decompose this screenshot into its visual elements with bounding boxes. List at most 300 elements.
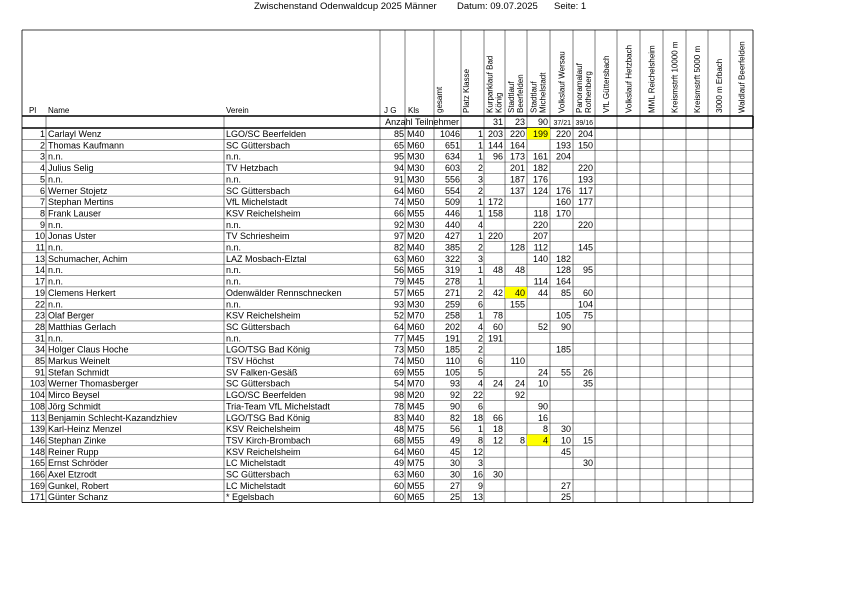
row-race-points: 30 [560,424,571,435]
row-pl: 166 [29,469,45,480]
table-row [40,174,593,184]
row-race-points: 8 [519,435,525,446]
row-verein: TSV Kirch-Brombach [226,435,311,446]
header-kls: Kls [408,106,420,115]
row-pl: 165 [29,458,45,469]
row-platz-klasse: 1 [477,151,483,162]
table-header [29,41,747,127]
row-race-points: 10 [537,378,548,389]
table-row [35,231,548,241]
row-gesamt: 259 [444,299,460,310]
row-pl: 139 [29,424,45,435]
row-kls: M30 [407,219,425,230]
row-name: n.n. [48,174,64,185]
row-race-points: 161 [532,151,548,162]
table-row [35,254,571,264]
row-jg: 54 [393,378,404,389]
row-race-points: 182 [532,163,548,174]
table-row [40,163,593,173]
row-platz-klasse: 3 [477,458,483,469]
row-race-points: 40 [514,287,525,298]
table-body [30,128,593,502]
row-jg: 98 [393,390,404,401]
row-race-points: 60 [582,287,593,298]
row-jg: 60 [393,480,404,491]
row-race-points: 24 [514,378,525,389]
table-row [30,379,593,389]
table-row [36,243,593,253]
row-gesamt: 556 [444,174,460,185]
row-pl: 23 [34,310,45,321]
row-race-points: 90 [537,401,548,412]
row-platz-klasse: 1 [477,208,483,219]
row-pl: 9 [39,219,45,230]
row-race-points: 182 [555,253,571,264]
row-gesamt: 27 [449,480,460,491]
row-name: Olaf Berger [48,310,95,321]
header-verein: Verein [226,106,249,115]
row-race-points: 25 [560,492,571,503]
row-jg: 77 [393,333,404,344]
row-jg: 85 [393,129,404,139]
row-name: Günter Schanz [48,492,109,503]
header-race: Volkslauf Hetzbach [624,44,634,113]
row-kls: M45 [407,276,425,287]
row-name: Matthias Gerlach [48,321,117,332]
row-jg: 93 [393,299,404,310]
row-pl: 3 [39,151,45,162]
row-verein: VfL Michelstadt [226,197,288,208]
table-row [40,208,571,218]
row-gesamt: 509 [444,197,460,208]
row-pl: 148 [29,446,45,457]
row-gesamt: 427 [444,231,460,242]
row-jg: 82 [393,242,404,253]
row-pl: 8 [39,208,45,219]
row-gesamt: 49 [449,435,460,446]
table-row [35,345,571,355]
row-verein: n.n. [226,219,242,230]
row-pl: 146 [29,435,45,446]
row-name: Reiner Rupp [48,446,99,457]
row-verein: SC Güttersbach [226,469,291,480]
row-jg: 78 [393,401,404,412]
row-jg: 91 [393,174,404,185]
header-race: Kreismstrft 5000 m [693,45,702,113]
row-race-points: 90 [560,321,571,332]
row-pl: 11 [35,242,45,253]
row-name: n.n. [48,265,64,276]
row-verein: n.n. [226,151,242,162]
row-pl: 108 [29,401,45,412]
row-race-points: 177 [577,197,593,208]
row-race-points: 24 [537,367,548,378]
row-gesamt: 634 [444,151,460,162]
row-name: Schumacher, Achim [48,253,128,264]
row-race-points: 16 [537,412,548,423]
row-race-points: 30 [582,458,593,469]
table-row [40,129,593,139]
row-pl: 22 [34,299,45,310]
table-row [35,333,503,343]
row-race-points: 66 [492,412,503,423]
row-name: Stefan Schmidt [48,367,110,378]
row-platz-klasse: 1 [477,276,483,287]
row-jg: 64 [393,446,404,457]
row-platz-klasse: 1 [477,310,483,321]
table-row [35,277,571,287]
row-platz-klasse: 5 [477,367,483,378]
row-gesamt: 385 [444,242,460,253]
row-race-points: 27 [560,480,571,491]
row-kls: M45 [407,333,425,344]
row-name: Clemens Herkert [48,287,116,298]
row-gesamt: 271 [444,287,460,298]
row-jg: 95 [393,151,404,162]
header-race: StadtlaufBeerfelden [507,74,525,113]
row-verein: LAZ Mosbach-Elztal [226,253,307,264]
row-name: Stephan Mertins [48,197,114,208]
row-race-points: 199 [532,129,548,139]
row-name: Thomas Kaufmann [48,140,125,151]
row-kls: M45 [407,401,425,412]
row-verein: SC Güttersbach [226,140,291,151]
table-row [30,424,571,434]
row-race-points: 26 [582,367,593,378]
row-kls: M65 [407,492,425,503]
row-gesamt: 1046 [439,129,460,139]
row-platz-klasse: 6 [477,299,483,310]
row-name: n.n. [48,299,64,310]
row-race-points: 176 [532,174,548,185]
row-race-points: 193 [555,140,571,151]
page-label: Seite: 1 [554,1,587,12]
row-platz-klasse: 12 [472,446,483,457]
row-race-points: 24 [492,378,503,389]
row-race-points: 75 [582,310,593,321]
row-platz-klasse: 9 [477,480,483,491]
row-race-points: 220 [532,219,548,230]
row-platz-klasse: 8 [477,435,483,446]
row-pl: 169 [29,480,45,491]
row-verein: Tria-Team VfL Michelstadt [226,401,330,412]
participants-count: 31 [492,117,503,127]
row-verein: LGO/TSG Bad König [226,412,311,423]
row-jg: 68 [393,435,404,446]
row-platz-klasse: 4 [477,219,483,230]
row-kls: M50 [407,356,425,366]
row-race-points: 145 [577,242,593,253]
row-race-points: 164 [555,276,571,287]
header-race: Volkslauf Wersau [557,51,567,113]
row-pl: 34 [34,344,45,355]
row-race-points: 85 [560,287,571,298]
row-verein: LC Michelstadt [226,480,286,491]
row-race-points: 52 [537,321,548,332]
row-race-points: 204 [577,129,593,139]
row-gesamt: 258 [444,310,460,321]
row-name: Jonas Uster [48,231,97,242]
row-race-points: 144 [487,140,503,151]
row-race-points: 158 [487,208,503,219]
row-verein: SV Falken-Gesäß [226,367,298,378]
header-race: 3000 m Erbach [715,58,724,113]
row-race-points: 191 [487,333,503,344]
row-verein: n.n. [226,276,242,287]
row-verein: KSV Reichelsheim [226,310,301,321]
row-jg: 79 [393,276,404,287]
row-race-points: 110 [510,356,525,366]
row-race-points: 173 [509,151,525,162]
row-race-points: 44 [537,287,548,298]
row-jg: 97 [393,231,404,242]
table-row [40,197,593,207]
row-jg: 74 [393,197,404,208]
row-kls: M60 [407,446,425,457]
row-kls: M55 [407,480,425,491]
table-grid [22,30,753,503]
row-race-points: 18 [492,424,503,435]
row-gesamt: 651 [444,140,460,151]
header-platz-klasse: Platz Klasse [462,68,471,113]
row-name: Ernst Schröder [48,458,109,469]
row-race-points: 30 [492,469,503,480]
row-pl: 2 [39,140,45,151]
row-platz-klasse: 2 [477,344,483,355]
row-race-points: 185 [555,344,571,355]
row-name: Markus Weinelt [48,356,110,366]
row-name: Benjamin Schlecht-Kazandzhiev [48,412,178,423]
table-row [40,186,593,196]
row-race-points: 112 [533,242,548,253]
row-jg: 64 [393,321,404,332]
row-race-points: 10 [560,435,571,446]
participants-label: Anzahl Teilnehmer [385,117,459,127]
row-race-points: 150 [577,140,593,151]
table-row [31,413,548,423]
row-name: Jörg Schmidt [48,401,101,412]
row-race-points: 35 [582,378,593,389]
table-row [30,447,571,457]
row-race-points: 128 [555,265,571,276]
row-gesamt: 93 [449,378,460,389]
row-race-points: 96 [492,151,503,162]
row-verein: LGO/TSG Bad König [226,344,311,355]
row-verein: LGO/SC Beerfelden [226,129,307,139]
row-name: n.n. [48,151,64,162]
row-pl: 1 [39,129,45,139]
row-verein: LGO/SC Beerfelden [226,390,307,401]
header-jg: J G [384,106,397,115]
row-name: n.n. [48,242,64,253]
row-race-points: 8 [542,424,548,435]
row-platz-klasse: 4 [477,321,483,332]
row-pl: 17 [34,276,45,287]
table-row [30,458,593,468]
row-kls: M20 [407,231,425,242]
row-race-points: 124 [532,185,548,196]
row-race-points: 140 [532,253,548,264]
header-race: Kurparklauf BadKönig [485,55,504,113]
row-kls: M55 [407,208,425,219]
table-row [40,152,571,162]
row-platz-klasse: 16 [472,469,483,480]
row-pl: 28 [34,321,45,332]
table-row [30,492,571,502]
row-jg: 63 [393,253,404,264]
row-jg: 73 [393,344,404,355]
row-pl: 7 [39,197,45,208]
row-pl: 31 [34,333,45,344]
table-row [35,356,525,366]
row-jg: 74 [393,356,404,366]
row-race-points: 220 [509,129,525,139]
row-race-points: 105 [555,310,571,321]
row-verein: KSV Reichelsheim [226,424,301,435]
row-verein: n.n. [226,333,242,344]
row-pl: 10 [34,231,45,242]
row-pl: 4 [39,163,45,174]
row-race-points: 201 [509,163,525,174]
row-race-points: 55 [560,367,571,378]
row-platz-klasse: 1 [477,129,483,139]
row-jg: 49 [393,458,404,469]
participants-count: 37/21 [553,120,571,127]
row-pl: 14 [34,265,45,276]
row-platz-klasse: 2 [477,333,483,344]
row-name: Holger Claus Hoche [48,344,129,355]
header-pl: Pl [29,106,37,115]
row-kls: M20 [407,390,425,401]
row-kls: M60 [407,185,425,196]
row-race-points: 48 [514,265,525,276]
row-verein: n.n. [226,265,242,276]
header-gesamt: gesamt [435,86,444,113]
row-race-points: 220 [555,129,571,139]
row-gesamt: 92 [449,390,460,401]
row-race-points: 104 [577,299,593,310]
row-race-points: 155 [509,299,525,310]
row-jg: 57 [393,287,404,298]
row-platz-klasse: 1 [477,140,483,151]
row-platz-klasse: 2 [477,287,483,298]
row-gesamt: 90 [449,401,460,412]
row-race-points: 176 [555,185,571,196]
row-gesamt: 185 [444,344,460,355]
row-name: Julius Selig [48,163,94,174]
row-jg: 65 [393,140,404,151]
row-verein: n.n. [226,174,242,185]
row-gesamt: 440 [444,219,460,230]
row-pl: 13 [34,253,45,264]
row-platz-klasse: 1 [477,197,483,208]
row-verein: KSV Reichelsheim [226,446,301,457]
row-verein: TV Hetzbach [226,163,279,174]
table-row [35,322,571,332]
row-pl: 85 [34,356,45,366]
row-gesamt: 30 [449,458,460,469]
row-platz-klasse: 2 [477,163,483,174]
header-race: VfL Güttersbach [602,55,611,113]
row-jg: 92 [393,219,404,230]
row-gesamt: 446 [444,208,460,219]
row-name: Werner Stojetz [48,185,108,196]
table-row [30,401,548,411]
row-kls: M75 [407,424,425,435]
row-name: Werner Thomasberger [48,378,139,389]
row-verein: TSV Höchst [226,356,275,366]
row-verein: SC Güttersbach [226,185,291,196]
date-label: Datum: 09.07.2025 [457,1,538,12]
row-kls: M60 [407,253,425,264]
row-kls: M60 [407,321,425,332]
table-row [30,390,525,400]
row-race-points: 78 [492,310,503,321]
row-name: Axel Etzrodt [48,469,97,480]
row-gesamt: 82 [449,412,460,423]
header-race: MML Reichelsheim [647,45,657,113]
row-kls: M60 [407,140,425,151]
row-kls: M65 [407,265,425,276]
row-race-points: 117 [578,185,593,196]
header-race: Kreismstrft 10000 m [670,41,680,113]
row-name: Frank Lauser [48,208,102,219]
row-jg: 63 [393,469,404,480]
row-race-points: 95 [582,265,593,276]
row-kls: M50 [407,197,425,208]
row-kls: M40 [407,412,425,423]
row-verein: * Egelsbach [226,492,275,503]
table-row [35,299,593,309]
row-verein: n.n. [226,242,242,253]
row-race-points: 137 [509,185,525,196]
table-row [35,265,593,275]
row-race-points: 12 [492,435,503,446]
row-gesamt: 30 [449,469,460,480]
row-race-points: 118 [533,208,548,219]
row-gesamt: 202 [444,321,460,332]
row-kls: M70 [407,310,425,321]
row-platz-klasse: 3 [477,253,483,264]
participants-count: 90 [537,117,548,127]
row-kls: M55 [407,367,425,378]
row-verein: SC Güttersbach [226,378,291,389]
row-platz-klasse: 6 [477,401,483,412]
row-race-points: 48 [492,265,503,276]
row-race-points: 42 [492,287,503,298]
row-gesamt: 603 [444,163,460,174]
row-pl: 171 [29,492,45,503]
row-race-points: 170 [555,208,571,219]
row-name: n.n. [48,333,64,344]
row-gesamt: 554 [444,185,460,196]
row-race-points: 172 [487,197,503,208]
row-name: n.n. [48,219,64,230]
row-platz-klasse: 1 [477,231,483,242]
row-pl: 19 [34,287,45,298]
row-pl: 103 [29,378,45,389]
row-race-points: 114 [533,276,548,287]
row-name: Karl-Heinz Menzel [48,424,122,435]
table-row [30,481,571,491]
row-race-points: 164 [509,140,525,151]
row-platz-klasse: 4 [477,378,483,389]
row-pl: 104 [29,390,45,401]
header-race: StadtlaufMichelstadt [529,72,548,113]
row-name: Carlayl Wenz [48,129,102,139]
row-gesamt: 45 [449,446,460,457]
participants-count: 39/16 [575,120,593,127]
